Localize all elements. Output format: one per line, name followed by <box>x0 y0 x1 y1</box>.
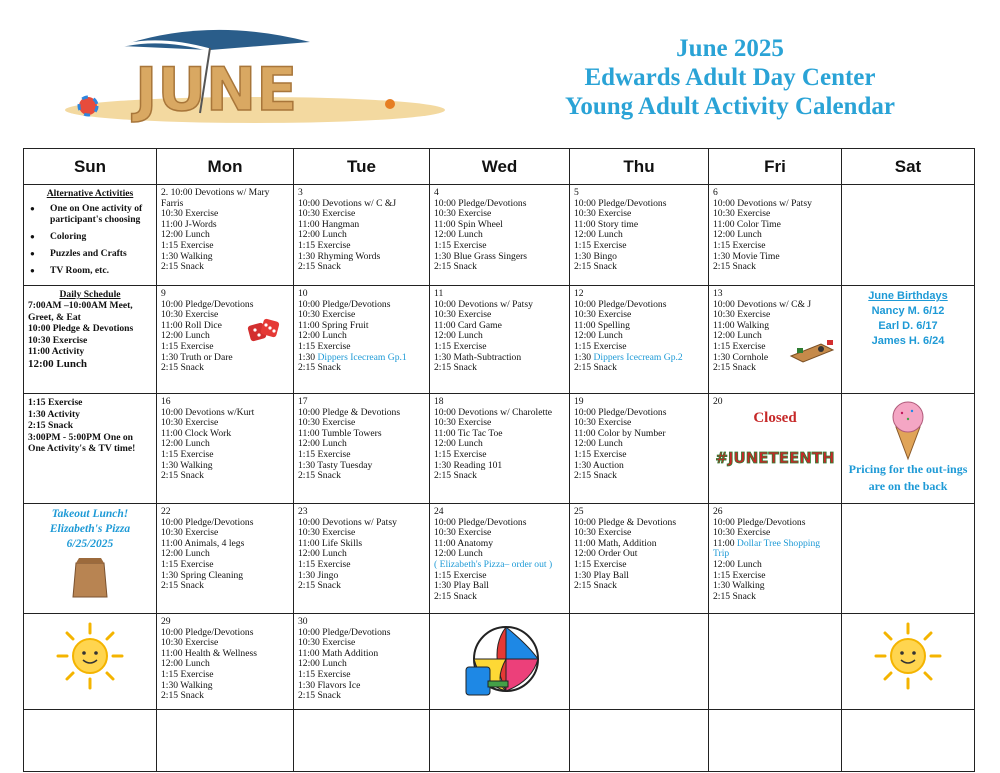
day-cell-22: 22 10:00 Pledge/Devotions 10:30 Exercise 11:00 Animals, 4 legs 12:00 Lunch 1:15 Exercise 1:30 Spring Cleaning 2:15 Snack <box>157 504 294 614</box>
empty-cell <box>570 614 709 710</box>
alt-item: ● Puzzles and Crafts <box>28 248 152 259</box>
day-cell-12 <box>570 286 709 394</box>
schedule-line: 1:15 Exercise <box>28 397 83 408</box>
paper-bag-icon <box>70 555 110 599</box>
empty-cell <box>570 710 709 772</box>
sun-image-cell <box>24 614 157 710</box>
day-cell-24 <box>430 504 570 614</box>
alt-item: ● TV Room, etc. <box>28 265 152 276</box>
day-header-wed: Wed <box>430 149 570 185</box>
ice-cream-cell <box>842 394 975 504</box>
day-cell-17: 17 10:00 Pledge & Devotions 10:30 Exercise 11:00 Tumble Towers 12:00 Lunch 1:15 Exercise 1:30 Tasty Tuesday 2:15 Snack <box>294 394 430 504</box>
day-cell-19: 19 10:00 Pledge/Devotions 10:30 Exercise 11:00 Color by Number 12:00 Lunch 1:15 Exercise 1:30 Auction 2:15 Snack <box>570 394 709 504</box>
title-calendar: Young Adult Activity Calendar <box>565 93 895 120</box>
title-month: June 2025 <box>676 35 784 62</box>
day-number: 20 <box>713 396 723 407</box>
schedule-title: Daily Schedule <box>59 289 121 300</box>
schedule-line: 1:30 Activity <box>28 408 80 420</box>
empty-cell <box>430 710 570 772</box>
svg-text:#JUNETEENTH: #JUNETEENTH <box>715 448 835 467</box>
day-cell-text: 12:00 Lunch 1:15 Exercise 1:30 Walking 2:15 Snack <box>713 558 766 602</box>
day-cell-text: 12 10:00 Pledge/Devotions 10:30 Exercise 11:00 Spelling 12:00 Lunch 1:15 Exercise <box>574 288 667 352</box>
day-header-thu: Thu <box>570 149 709 185</box>
birthdays <box>846 289 970 349</box>
day-cell-text: 10 10:00 Pledge/Devotions 10:30 Exercise 11:00 Spring Fruit 12:00 Lunch 1:15 Exercise <box>298 288 391 352</box>
daily-schedule-cont <box>24 394 157 504</box>
ice-cream-icon <box>886 399 930 461</box>
june-banner-image <box>60 28 450 124</box>
alternative-title: Alternative Activities <box>46 188 134 199</box>
empty-cell <box>709 614 842 710</box>
beach-ball-cell <box>430 614 570 710</box>
day-cell-text: 2:15 Snack <box>298 362 341 374</box>
schedule-line: 7:00AM –10:00AM Meet, Greet, & Eat <box>28 300 133 323</box>
takeout-cell <box>24 504 157 614</box>
sun-icon <box>873 621 943 691</box>
birthday-entry: Earl D. 6/17 <box>878 320 938 332</box>
dice-icon <box>247 316 281 346</box>
day-cell-text: 26 10:00 Pledge/Devotions 10:30 Exercise <box>713 506 806 539</box>
schedule-line: 12:00 Lunch <box>28 357 87 370</box>
sun-icon <box>55 621 125 691</box>
day-cell-2: 2. 10:00 Devotions w/ Mary Farris 10:30 Exercise 11:00 J-Words 12:00 Lunch 1:15 Exercise 1:30 Walking 2:15 Snack <box>157 185 294 286</box>
day-cell-25: 25 10:00 Pledge & Devotions 10:30 Exercise 11:00 Math, Addition 12:00 Order Out 1:15 Exercise 1:30 Play Ball 2:15 Snack <box>570 504 709 614</box>
daily-schedule <box>24 286 157 394</box>
alternative-activities <box>24 185 157 286</box>
day-header-sat: Sat <box>842 149 975 185</box>
sun-image-cell-right <box>842 614 975 710</box>
day-cell-6: 6 10:00 Devotions w/ Patsy 10:30 Exercise 11:00 Color Time 12:00 Lunch 1:15 Exercise 1:30 Movie Time 2:15 Snack <box>709 185 842 286</box>
pricing-note: Pricing for the out-ings are on the back <box>848 462 968 493</box>
schedule-line: 10:00 Pledge & Devotions <box>28 323 134 334</box>
outing-label: Dollar Tree Shopping Trip <box>713 537 821 560</box>
day-cell-10 <box>294 286 430 394</box>
empty-cell <box>157 710 294 772</box>
schedule-line: 3:00PM - 5:00PM One on One Activity's & TV time! <box>28 431 136 454</box>
day-header-fri: Fri <box>709 149 842 185</box>
time-label: 11:00 <box>713 537 737 549</box>
day-cell-text: 24 10:00 Pledge/Devotions 10:30 Exercise 11:00 Anatomy 12:00 Lunch <box>434 506 527 560</box>
day-cell-text: 9 10:00 Pledge/Devotions 10:30 Exercise 11:00 Roll Dice 12:00 Lunch 1:15 Exercise 1:30 Truth or Dare 2:15 Snack <box>161 288 254 374</box>
calendar-title <box>520 34 940 121</box>
birthday-entry: Nancy M. 6/12 <box>871 305 945 317</box>
closed-label: Closed <box>753 409 797 426</box>
day-header-tue: Tue <box>294 149 430 185</box>
day-cell-20 <box>709 394 842 504</box>
cornhole-icon <box>787 336 835 364</box>
day-cell-16: 16 10:00 Devotions w/Kurt 10:30 Exercise 11:00 Clock Work 12:00 Lunch 1:15 Exercise 1:30 Walking 2:15 Snack <box>157 394 294 504</box>
outing-label: Dippers Icecream Gp.1 <box>317 351 407 363</box>
day-cell-text: 1:15 Exercise 1:30 Play Ball 2:15 Snack <box>434 569 489 602</box>
calendar-grid <box>23 148 975 772</box>
day-cell-28 <box>842 504 975 614</box>
time-label: 1:30 <box>298 351 318 363</box>
schedule-line: 11:00 Activity <box>28 346 85 357</box>
day-cell-9 <box>157 286 294 394</box>
empty-cell <box>24 710 157 772</box>
birthday-entry: James H. 6/24 <box>871 335 945 347</box>
time-label: 1:30 <box>574 351 594 363</box>
takeout-line: 6/25/2025 <box>66 538 114 550</box>
takeout-note <box>28 507 152 552</box>
juneteenth-image <box>714 441 836 471</box>
schedule-line: 2:15 Snack <box>28 420 74 431</box>
day-cell-text: 2:15 Snack <box>574 362 617 374</box>
day-cell-18: 18 10:00 Devotions w/ Charolette 10:30 Exercise 11:00 Tic Tac Toe 12:00 Lunch 1:15 Exercise 1:30 Reading 101 2:15 Snack <box>430 394 570 504</box>
day-header-sun: Sun <box>24 149 157 185</box>
outing-label: Dippers Icecream Gp.2 <box>593 351 683 363</box>
takeout-line: Elizabeth's Pizza <box>49 523 131 535</box>
day-cell-30: 30 10:00 Pledge/Devotions 10:30 Exercise 11:00 Math Addition 12:00 Lunch 1:15 Exercise 1:30 Flavors Ice 2:15 Snack <box>294 614 430 710</box>
birthdays-title: June Birthdays <box>868 290 948 302</box>
day-cell-5: 5 10:00 Pledge/Devotions 10:30 Exercise 11:00 Story time 12:00 Lunch 1:15 Exercise 1:30 Bingo 2:15 Snack <box>570 185 709 286</box>
schedule-line: 10:30 Exercise <box>28 334 88 346</box>
alt-item: ● Coloring <box>28 231 152 242</box>
day-cell-13 <box>709 286 842 394</box>
day-cell-3: 3 10:00 Devotions w/ C &J 10:30 Exercise 11:00 Hangman 12:00 Lunch 1:15 Exercise 1:30 Rhyming Words 2:15 Snack <box>294 185 430 286</box>
outing-label: ( Elizabeth's Pizza– order out ) <box>434 558 553 570</box>
title-center: Edwards Adult Day Center <box>584 64 876 91</box>
day-cell-29: 29 10:00 Pledge/Devotions 10:30 Exercise 11:00 Health & Wellness 12:00 Lunch 1:15 Exercise 1:30 Walking 2:15 Snack <box>157 614 294 710</box>
day-cell-text: 13 10:00 Devotions w/ C& J 10:30 Exercise 11:00 Walking 12:00 Lunch 1:15 Exercise 1:30 Cornhole 2:15 Snack <box>713 288 812 374</box>
day-cell-4: 4 10:00 Pledge/Devotions 10:30 Exercise 11:00 Spin Wheel 12:00 Lunch 1:15 Exercise 1:30 Blue Grass Singers 2:15 Snack <box>430 185 570 286</box>
empty-cell <box>842 710 975 772</box>
empty-cell <box>709 710 842 772</box>
day-cell-26 <box>709 504 842 614</box>
alt-item: ● One on One activity of participant's choosing <box>28 203 152 225</box>
day-cell-23: 23 10:00 Devotions w/ Patsy 10:30 Exercise 11:00 Life Skills 12:00 Lunch 1:15 Exercise 1:30 Jingo 2:15 Snack <box>294 504 430 614</box>
day-cell-11: 11 10:00 Devotions w/ Patsy 10:30 Exercise 11:00 Card Game 12:00 Lunch 1:15 Exercise 1:30 Math-Subtraction 2:15 Snack <box>430 286 570 394</box>
takeout-line: Takeout Lunch! <box>51 508 129 520</box>
empty-cell <box>294 710 430 772</box>
beach-ball-icon <box>458 621 542 703</box>
day-cell-7 <box>842 185 975 286</box>
day-header-mon: Mon <box>157 149 294 185</box>
svg-text:JUNE: JUNE <box>135 55 298 124</box>
birthdays-cell <box>842 286 975 394</box>
